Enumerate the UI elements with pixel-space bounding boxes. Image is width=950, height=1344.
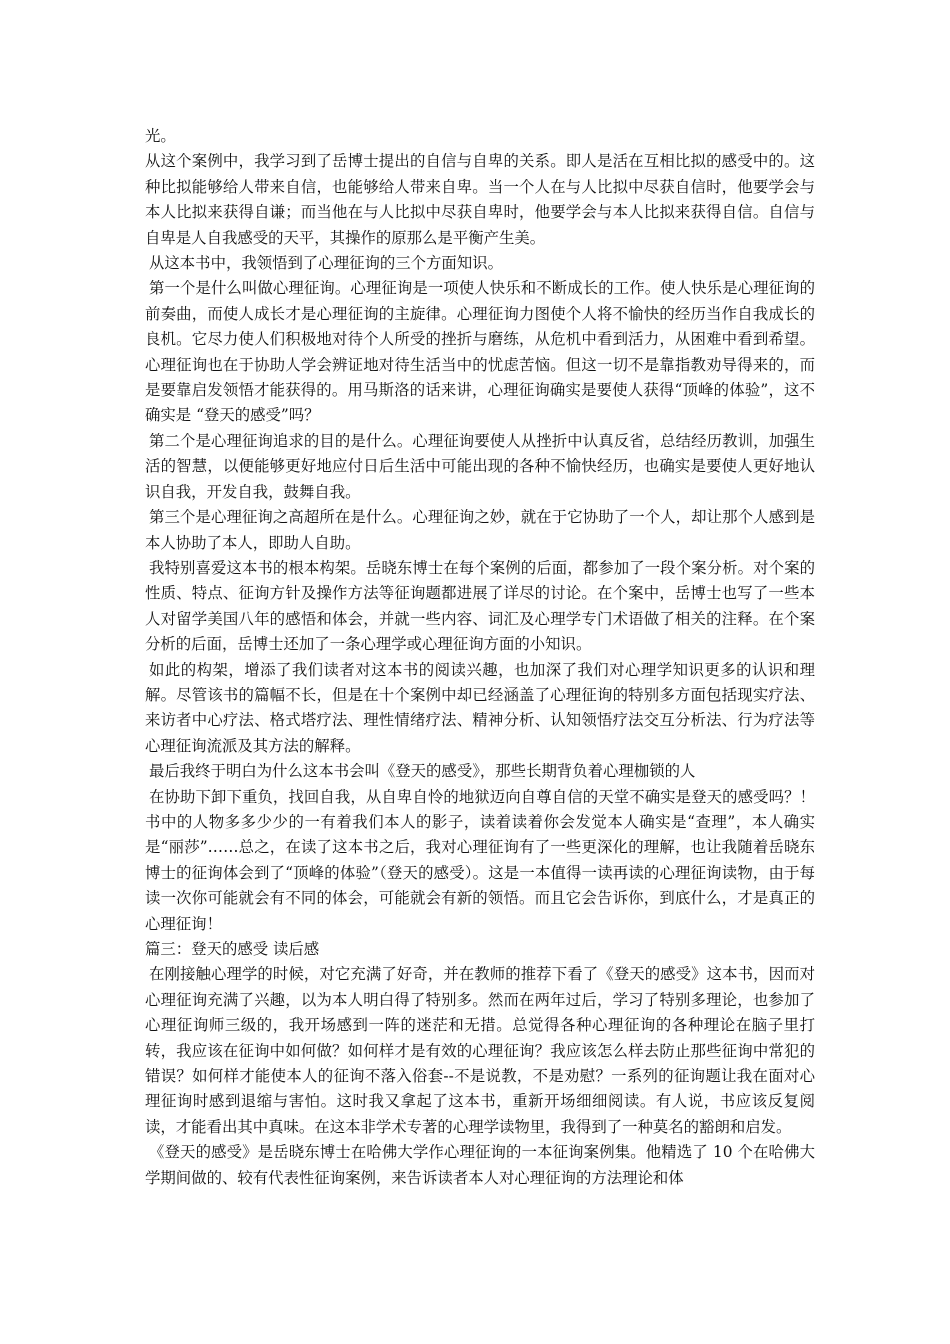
paragraph: 光。 bbox=[145, 127, 176, 145]
document-body bbox=[145, 124, 815, 1191]
section-heading: 篇三：登天的感受 读后感 bbox=[145, 940, 320, 958]
paragraph: 在协助下卸下重负，找回自我，从自卑自怜的地狱迈向自尊自信的天堂不确实是登天的感受吗？！书中的人物多多少少的一有着我们本人的影子，读着读着你会发觉本人确实是“查理”，本人确实是“丽莎”……总之，在读了这本书之后，我对心理征询有了一些更深化的理解，也让我随着岳晓东博士的征询体会到了“顶峰的体验”（登天的感受）。这是一本值得一读再读的心理征询读物，由于每读一次你可能就会有不同的体会，可能就会有新的领悟。而且它会告诉你，到底什么，才是真正的心理征询！ bbox=[145, 787, 815, 933]
paragraph: 最后我终于明白为什么这本书会叫《登天的感受》，那些长期背负着心理枷锁的人 bbox=[149, 762, 696, 781]
paragraph: 第二个是心理征询追求的目的是什么。心理征询要使人从挫折中认真反省，总结经历教训，加强生活的智慧，以便能够更好地应付日后生活中可能出现的各种不愉快经历，也确实是要使人更好地认识自我，开发自我，鼓舞自我。 bbox=[145, 431, 815, 501]
paragraph: 我特别喜爱这本书的根本构架。岳晓东博士在每个案例的后面，都参加了一段个案分析。对个案的性质、特点、征询方针及操作方法等征询题都进展了详尽的讨论。在个案中，岳博士也写了一些本人对留学美国八年的感悟和体会，并就一些内容、词汇及心理学专门术语做了相关的注释。在个案分析的后面，岳博士还加了一条心理学或心理征询方面的小知识。 bbox=[145, 558, 815, 654]
paragraph: 第三个是心理征询之高超所在是什么。心理征询之妙，就在于它协助了一个人，却让那个人感到是本人协助了本人，即助人自助。 bbox=[145, 508, 815, 552]
paragraph: 在刚接触心理学的时候，对它充满了好奇，并在教师的推荐下看了《登天的感受》这本书，因而对心理征询充满了兴趣，以为本人明白得了特别多。然而在两年过后，学习了特别多理论，也参加了心理征询师三级的，我开场感到一阵的迷茫和无措。总觉得各种心理征询的各种理论在脑子里打转，我应该在征询中如何做？如何样才是有效的心理征询？我应该怎么样去防止那些征询中常犯的错误？如何样才能使本人的征询不落入俗套--不是说教，不是劝慰？一系列的征询题让我在面对心理征询时感到退缩与害怕。这时我又拿起了这本书，重新开场细细阅读。有人说，书应该反复阅读，才能看出其中真味。在这本非学术专著的心理学读物里，我得到了一种莫名的豁朗和启发。 bbox=[145, 965, 815, 1136]
paragraph: 如此的构架，增添了我们读者对这本书的阅读兴趣，也加深了我们对心理学知识更多的认识和理解。尽管该书的篇幅不长，但是在十个案例中却已经涵盖了心理征询的特别多方面包括现实疗法、来访者中心疗法、格式塔疗法、理性情绪疗法、精神分析、认知领悟疗法交互分析法、行为疗法等心理征询流派及其方法的解释。 bbox=[145, 660, 815, 755]
paragraph: 第一个是什么叫做心理征询。心理征询是一项使人快乐和不断成长的工作。使人快乐是心理征询的前奏曲，而使人成长才是心理征询的主旋律。心理征询力图使个人将不愉快的经历当作自我成长的良机。它尽力使人们积极地对待个人所受的挫折与磨练，从危机中看到活力，从困难中看到希望。心理征询也在于协助人学会辨证地对待生活当中的忧虑苦恼。但这一切不是靠指教劝导得来的，而是要靠启发领悟才能获得的。用马斯洛的话来讲，心理征询确实是要使人获得“顶峰的体验”，这不确实是 “登天的感受”吗？ bbox=[145, 279, 815, 425]
paragraph: 从这个案例中，我学习到了岳博士提出的自信与自卑的关系。即人是活在互相比拟的感受中的。这种比拟能够给人带来自信，也能够给人带来自卑。当一个人在与人比拟中尽获自信时，他要学会与本人比拟来获得自谦；而当他在与人比拟中尽获自卑时，他要学会与本人比拟来获得自信。自信与自卑是人自我感受的天平，其操作的原那么是平衡产生美。 bbox=[145, 152, 815, 247]
paragraph: 《登天的感受》是岳晓东博士在哈佛大学作心理征询的一本征询案例集。他精选了 10 个在哈佛大学期间做的、较有代表性征询案例，来告诉读者本人对心理征询的方法理论和体 bbox=[145, 1143, 815, 1187]
paragraph: 从这本书中，我领悟到了心理征询的三个方面知识。 bbox=[149, 254, 503, 273]
